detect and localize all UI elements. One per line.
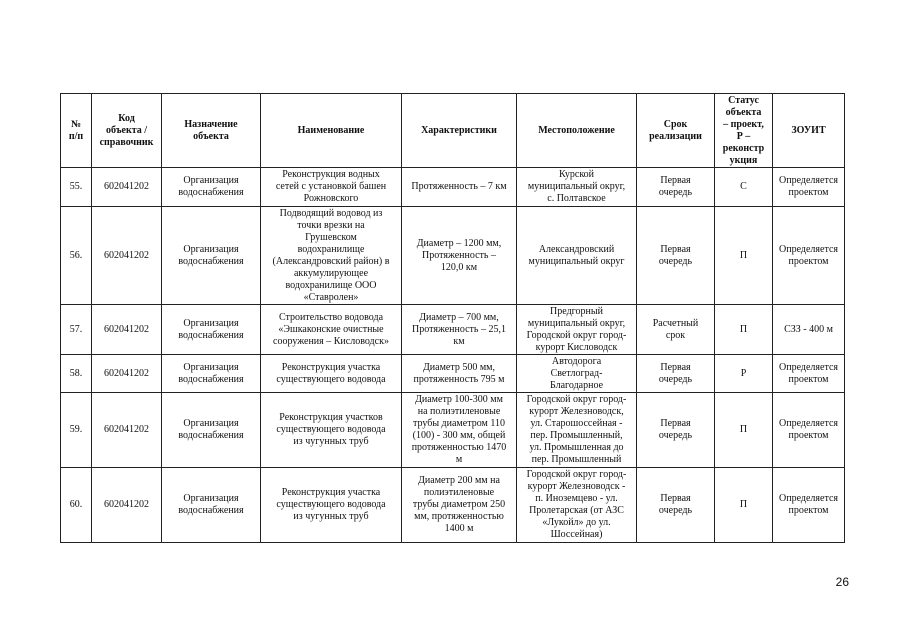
cell-purpose: Организация водоснабжения bbox=[162, 305, 261, 355]
cell-purpose: Организация водоснабжения bbox=[162, 355, 261, 393]
header-location: Местоположение bbox=[517, 94, 637, 168]
table-row bbox=[61, 207, 845, 305]
table-row bbox=[61, 468, 845, 543]
cell-num: 57. bbox=[61, 305, 92, 355]
cell-characteristics: Диаметр 100-300 мм на полиэтиленовые трубы диаметром 110 (100) - 300 мм, общей протяженностью 1470 м bbox=[402, 393, 517, 468]
header-num: № п/п bbox=[61, 94, 92, 168]
cell-code: 602041202 bbox=[92, 393, 162, 468]
cell-purpose: Организация водоснабжения bbox=[162, 468, 261, 543]
header-purpose: Назначение объекта bbox=[162, 94, 261, 168]
cell-code: 602041202 bbox=[92, 168, 162, 207]
cell-characteristics: Протяженность – 7 км bbox=[402, 168, 517, 207]
table-row bbox=[61, 305, 845, 355]
header-code: Код объекта / справочник bbox=[92, 94, 162, 168]
cell-code: 602041202 bbox=[92, 355, 162, 393]
cell-status: Р bbox=[715, 355, 773, 393]
cell-characteristics: Диаметр – 1200 мм, Протяженность – 120,0 км bbox=[402, 207, 517, 305]
cell-zouit: Определяется проектом bbox=[773, 393, 845, 468]
cell-location: Автодорога Светлоград- Благодарное bbox=[517, 355, 637, 393]
cell-name: Реконструкция водных сетей с установкой башен Рожновского bbox=[261, 168, 402, 207]
table-row bbox=[61, 168, 845, 207]
cell-name: Реконструкция участков существующего водовода из чугунных труб bbox=[261, 393, 402, 468]
cell-term: Первая очередь bbox=[637, 207, 715, 305]
cell-term: Расчетный срок bbox=[637, 305, 715, 355]
cell-name: Строительство водовода «Эшкаконские очистные сооружения – Кисловодск» bbox=[261, 305, 402, 355]
cell-location: Городской округ город- курорт Железноводск, ул. Старошоссейная - пер. Промышленный, ул. Промышленная до пер. Промышленный bbox=[517, 393, 637, 468]
header-row bbox=[61, 94, 845, 168]
header-term: Срок реализации bbox=[637, 94, 715, 168]
header-status: Статус объекта – проект, Р – реконстр укция bbox=[715, 94, 773, 168]
objects-table bbox=[60, 93, 845, 543]
cell-zouit: Определяется проектом bbox=[773, 168, 845, 207]
cell-characteristics: Диаметр – 700 мм, Протяженность – 25,1 км bbox=[402, 305, 517, 355]
cell-location: Предгорный муниципальный округ, Городской округ город- курорт Кисловодск bbox=[517, 305, 637, 355]
cell-name: Реконструкция участка существующего водовода bbox=[261, 355, 402, 393]
cell-purpose: Организация водоснабжения bbox=[162, 393, 261, 468]
cell-term: Первая очередь bbox=[637, 355, 715, 393]
cell-code: 602041202 bbox=[92, 207, 162, 305]
table-row bbox=[61, 393, 845, 468]
cell-num: 58. bbox=[61, 355, 92, 393]
cell-location: Городской округ город- курорт Железноводск - п. Иноземцево - ул. Пролетарская (от АЗС «Лукойл» до ул. Шоссейная) bbox=[517, 468, 637, 543]
header-characteristics: Характеристики bbox=[402, 94, 517, 168]
cell-code: 602041202 bbox=[92, 305, 162, 355]
cell-characteristics: Диаметр 200 мм на полиэтиленовые трубы диаметром 250 мм, протяженностью 1400 м bbox=[402, 468, 517, 543]
cell-code: 602041202 bbox=[92, 468, 162, 543]
cell-location: Александровский муниципальный округ bbox=[517, 207, 637, 305]
page-number: 26 bbox=[835, 575, 849, 589]
cell-term: Первая очередь bbox=[637, 393, 715, 468]
cell-zouit: СЗЗ - 400 м bbox=[773, 305, 845, 355]
header-zouit: ЗОУИТ bbox=[773, 94, 845, 168]
cell-status: П bbox=[715, 305, 773, 355]
cell-term: Первая очередь bbox=[637, 468, 715, 543]
cell-status: П bbox=[715, 207, 773, 305]
cell-location: Курской муниципальный округ, с. Полтавское bbox=[517, 168, 637, 207]
cell-status: П bbox=[715, 468, 773, 543]
cell-num: 55. bbox=[61, 168, 92, 207]
cell-status: П bbox=[715, 393, 773, 468]
header-name: Наименование bbox=[261, 94, 402, 168]
cell-status: С bbox=[715, 168, 773, 207]
cell-num: 60. bbox=[61, 468, 92, 543]
cell-num: 59. bbox=[61, 393, 92, 468]
cell-characteristics: Диаметр 500 мм, протяженность 795 м bbox=[402, 355, 517, 393]
cell-zouit: Определяется проектом bbox=[773, 468, 845, 543]
cell-purpose: Организация водоснабжения bbox=[162, 207, 261, 305]
cell-purpose: Организация водоснабжения bbox=[162, 168, 261, 207]
cell-term: Первая очередь bbox=[637, 168, 715, 207]
table-row bbox=[61, 355, 845, 393]
cell-name: Подводящий водовод из точки врезки на Грушевском водохранилище (Александровский район) в аккумулирующее водохранилище ООО «Ставролен» bbox=[261, 207, 402, 305]
cell-zouit: Определяется проектом bbox=[773, 355, 845, 393]
cell-zouit: Определяется проектом bbox=[773, 207, 845, 305]
cell-num: 56. bbox=[61, 207, 92, 305]
cell-name: Реконструкция участка существующего водовода из чугунных труб bbox=[261, 468, 402, 543]
